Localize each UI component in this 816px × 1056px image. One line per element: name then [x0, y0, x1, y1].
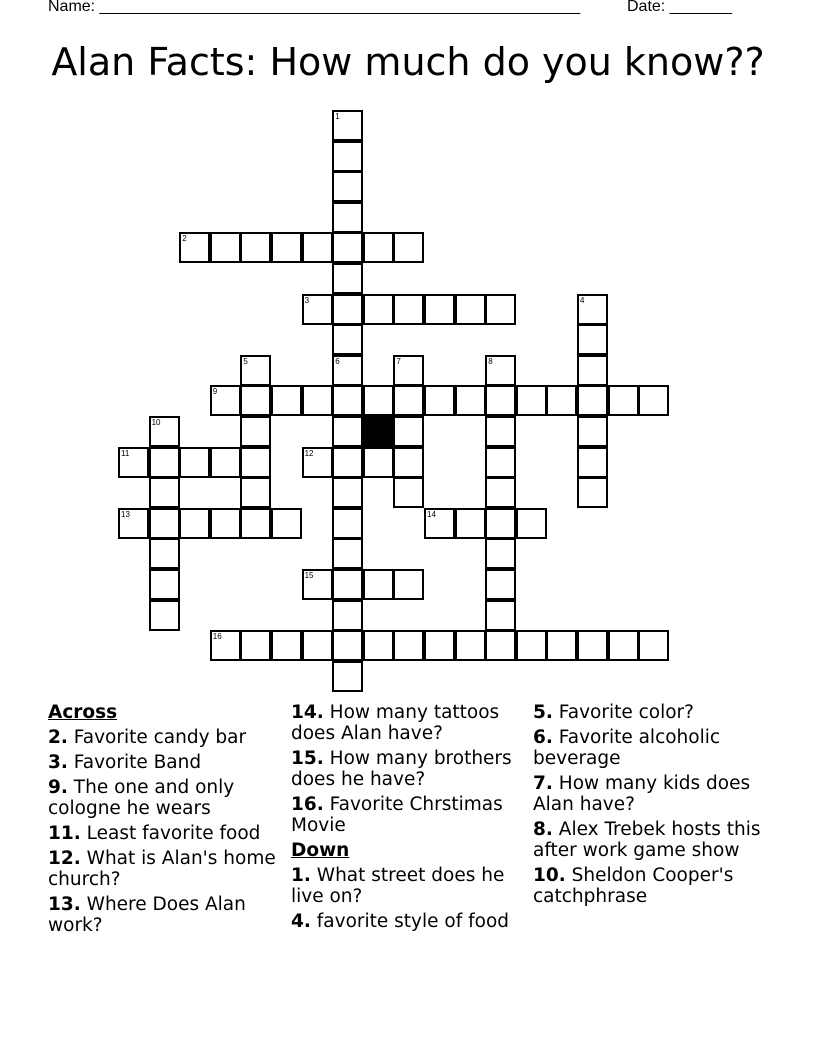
clue-down: [533, 727, 773, 769]
grid-cell[interactable]: [516, 630, 547, 661]
grid-cell[interactable]: [240, 385, 271, 416]
grid-cell[interactable]: [485, 630, 516, 661]
clue-text: Favorite color?: [552, 702, 694, 723]
clue-text: How many tattoos does Alan have?: [291, 702, 500, 744]
grid-cell[interactable]: [516, 385, 547, 416]
clue-number: 10: [151, 418, 161, 427]
grid-cell[interactable]: [577, 416, 608, 447]
grid-cell[interactable]: [577, 294, 608, 325]
clue-number: 8: [488, 356, 493, 366]
grid-cell[interactable]: [149, 416, 180, 447]
grid-cell[interactable]: [577, 447, 608, 478]
grid-cell[interactable]: [302, 569, 333, 600]
grid-cell[interactable]: [240, 232, 271, 263]
clue-label: 8.: [533, 819, 553, 840]
grid-cell[interactable]: [332, 324, 363, 355]
clue-text: Favorite candy bar: [67, 727, 247, 748]
grid-cell[interactable]: [485, 477, 516, 508]
grid-cell[interactable]: [332, 110, 363, 141]
grid-cell[interactable]: [485, 447, 516, 478]
grid-cell[interactable]: [577, 630, 608, 661]
grid-cell[interactable]: [240, 477, 271, 508]
grid-cell[interactable]: [118, 447, 149, 478]
clue-down: [291, 911, 531, 932]
grid-cell[interactable]: [485, 538, 516, 569]
grid-cell[interactable]: [332, 600, 363, 631]
clue-text: Where Does Alan work?: [48, 894, 246, 936]
grid-cell[interactable]: [149, 508, 180, 539]
clue-number: 5: [243, 356, 248, 366]
clue-number: 3: [304, 295, 310, 305]
clue-label: 3.: [48, 752, 68, 773]
clue-down: [533, 865, 773, 907]
grid-cell[interactable]: [485, 385, 516, 416]
clue-label: 12.: [48, 848, 81, 869]
clue-column-2: [291, 702, 531, 936]
clue-number: 16: [212, 632, 222, 642]
clue-number: 7: [396, 356, 401, 366]
grid-cell[interactable]: [271, 385, 302, 416]
grid-cell[interactable]: [240, 630, 271, 661]
clue-text: Favorite Chrstimas Movie: [291, 794, 503, 836]
grid-cell[interactable]: [393, 385, 424, 416]
name-field[interactable]: Name: ______________________________________________________: [48, 0, 581, 15]
clue-number: 6: [335, 356, 340, 366]
grid-cell[interactable]: [332, 171, 363, 202]
clue-text: Least favorite food: [80, 823, 261, 844]
clue-label: 16.: [291, 794, 324, 815]
grid-cell[interactable]: [332, 202, 363, 233]
grid-cell[interactable]: [332, 416, 363, 447]
grid-cell[interactable]: [302, 630, 333, 661]
grid-cell[interactable]: [546, 630, 577, 661]
clue-down: [533, 773, 773, 815]
clue-label: 10.: [533, 865, 566, 886]
grid-cell[interactable]: [393, 447, 424, 478]
grid-cell[interactable]: [302, 232, 333, 263]
clue-label: 7.: [533, 773, 553, 794]
clue-across: [48, 777, 288, 819]
grid-cell[interactable]: [424, 508, 455, 539]
grid-cell[interactable]: [210, 508, 241, 539]
down-heading: Down: [291, 840, 350, 861]
clue-text: What is Alan's home church?: [48, 848, 276, 890]
clue-text: favorite style of food: [310, 911, 510, 932]
grid-cell[interactable]: [179, 508, 210, 539]
clue-label: 6.: [533, 727, 553, 748]
grid-cell[interactable]: [332, 355, 363, 386]
grid-cell[interactable]: [393, 416, 424, 447]
grid-cell[interactable]: [424, 385, 455, 416]
grid-cell[interactable]: [363, 294, 394, 325]
clue-label: 14.: [291, 702, 324, 723]
grid-cell[interactable]: [332, 141, 363, 172]
grid-cell[interactable]: [240, 508, 271, 539]
clue-number: 9: [212, 387, 218, 397]
clue-number: 12: [304, 448, 314, 458]
grid-cell[interactable]: [149, 447, 180, 478]
grid-cell[interactable]: [332, 477, 363, 508]
clue-text: Favorite Band: [67, 752, 202, 773]
clue-number: 15: [304, 571, 314, 580]
clue-across: [291, 702, 531, 744]
grid-cell[interactable]: [577, 477, 608, 508]
grid-cell[interactable]: [393, 630, 424, 661]
across-heading: Across: [48, 702, 118, 723]
clue-label: 13.: [48, 894, 81, 915]
grid-cell[interactable]: [271, 508, 302, 539]
grid-cell[interactable]: [332, 630, 363, 661]
grid-cell[interactable]: [210, 447, 241, 478]
grid-cell[interactable]: [546, 385, 577, 416]
clue-across: [291, 794, 531, 836]
clue-across: [291, 748, 531, 790]
grid-cell[interactable]: [210, 385, 241, 416]
grid-cell[interactable]: [393, 294, 424, 325]
grid-cell[interactable]: [332, 294, 363, 325]
grid-cell[interactable]: [455, 294, 486, 325]
clue-number: 11: [121, 448, 130, 458]
grid-cell[interactable]: [516, 508, 547, 539]
grid-cell[interactable]: [271, 630, 302, 661]
grid-cell[interactable]: [332, 538, 363, 569]
grid-cell[interactable]: [577, 355, 608, 386]
grid-cell[interactable]: [149, 477, 180, 508]
grid-cell[interactable]: [485, 569, 516, 600]
grid-cell[interactable]: [455, 508, 486, 539]
clue-number: 13: [121, 509, 130, 519]
grid-cell[interactable]: [455, 385, 486, 416]
grid-cell[interactable]: [118, 508, 149, 539]
grid-cell[interactable]: [485, 355, 516, 386]
grid-cell[interactable]: [393, 477, 424, 508]
clue-label: 15.: [291, 748, 324, 769]
grid-cell[interactable]: [302, 447, 333, 478]
grid-cell[interactable]: [332, 232, 363, 263]
grid-cell[interactable]: [210, 232, 241, 263]
clue-text: How many kids does Alan have?: [533, 773, 751, 815]
grid-cell[interactable]: [608, 385, 639, 416]
clue-down: [533, 702, 773, 723]
grid-cell[interactable]: [332, 508, 363, 539]
grid-cell[interactable]: [393, 355, 424, 386]
grid-cell[interactable]: [332, 263, 363, 294]
grid-cell[interactable]: [363, 447, 394, 478]
grid-cell[interactable]: [363, 232, 394, 263]
grid-cell[interactable]: [332, 661, 363, 692]
grid-cell[interactable]: [332, 447, 363, 478]
grid-cell[interactable]: [424, 630, 455, 661]
grid-cell[interactable]: [638, 385, 669, 416]
clue-text: Sheldon Cooper's catchphrase: [533, 865, 734, 907]
clue-across: [48, 823, 288, 844]
date-field[interactable]: Date: _______: [627, 0, 732, 15]
grid-cell[interactable]: [455, 630, 486, 661]
clue-text: The one and only cologne he wears: [48, 777, 235, 819]
grid-cell[interactable]: [393, 232, 424, 263]
grid-cell[interactable]: [332, 385, 363, 416]
grid-cell[interactable]: [363, 630, 394, 661]
grid-cell[interactable]: [210, 630, 241, 661]
grid-cell[interactable]: [179, 232, 210, 263]
grid-cell[interactable]: [638, 630, 669, 661]
page-title: Alan Facts: How much do you know??: [51, 40, 765, 84]
clue-label: 11.: [48, 823, 81, 844]
grid-cell[interactable]: [485, 416, 516, 447]
clue-across: [48, 894, 288, 936]
grid-cell[interactable]: [179, 447, 210, 478]
clue-text: Favorite alcoholic beverage: [533, 727, 721, 769]
clue-number: 2: [182, 234, 187, 244]
grid-cell[interactable]: [240, 416, 271, 447]
grid-cell[interactable]: [393, 569, 424, 600]
grid-cell[interactable]: [577, 385, 608, 416]
clue-text: What street does he live on?: [291, 865, 505, 907]
grid-block: [363, 416, 394, 447]
grid-cell[interactable]: [363, 385, 394, 416]
clue-label: 2.: [48, 727, 68, 748]
clue-number: 14: [427, 509, 436, 519]
clue-text: How many brothers does he have?: [291, 748, 512, 790]
grid-cell[interactable]: [424, 294, 455, 325]
grid-cell[interactable]: [577, 324, 608, 355]
grid-cell[interactable]: [149, 569, 180, 600]
clue-down: [533, 819, 773, 861]
clue-across: [48, 848, 288, 890]
clue-label: 5.: [533, 702, 553, 723]
grid-cell[interactable]: [149, 600, 180, 631]
clue-across: [48, 727, 288, 748]
clue-label: 1.: [291, 865, 311, 886]
grid-cell[interactable]: [149, 538, 180, 569]
clue-column-1: [48, 702, 288, 940]
grid-cell[interactable]: [332, 569, 363, 600]
grid-cell[interactable]: [608, 630, 639, 661]
clue-label: 4.: [291, 911, 311, 932]
clue-text: Alex Trebek hosts this after work game show: [533, 819, 761, 861]
grid-cell[interactable]: [485, 294, 516, 325]
grid-cell[interactable]: [485, 600, 516, 631]
clue-down: [291, 865, 531, 907]
clue-label: 9.: [48, 777, 68, 798]
clue-across: [48, 752, 288, 773]
clue-column-3: [533, 702, 773, 911]
grid-cell[interactable]: [240, 447, 271, 478]
grid-cell[interactable]: [271, 232, 302, 263]
clue-number: 1: [335, 112, 340, 121]
clue-number: 4: [580, 295, 585, 305]
grid-cell[interactable]: [302, 385, 333, 416]
grid-cell[interactable]: [363, 569, 394, 600]
grid-cell[interactable]: [302, 294, 333, 325]
grid-cell[interactable]: [485, 508, 516, 539]
grid-cell[interactable]: [240, 355, 271, 386]
